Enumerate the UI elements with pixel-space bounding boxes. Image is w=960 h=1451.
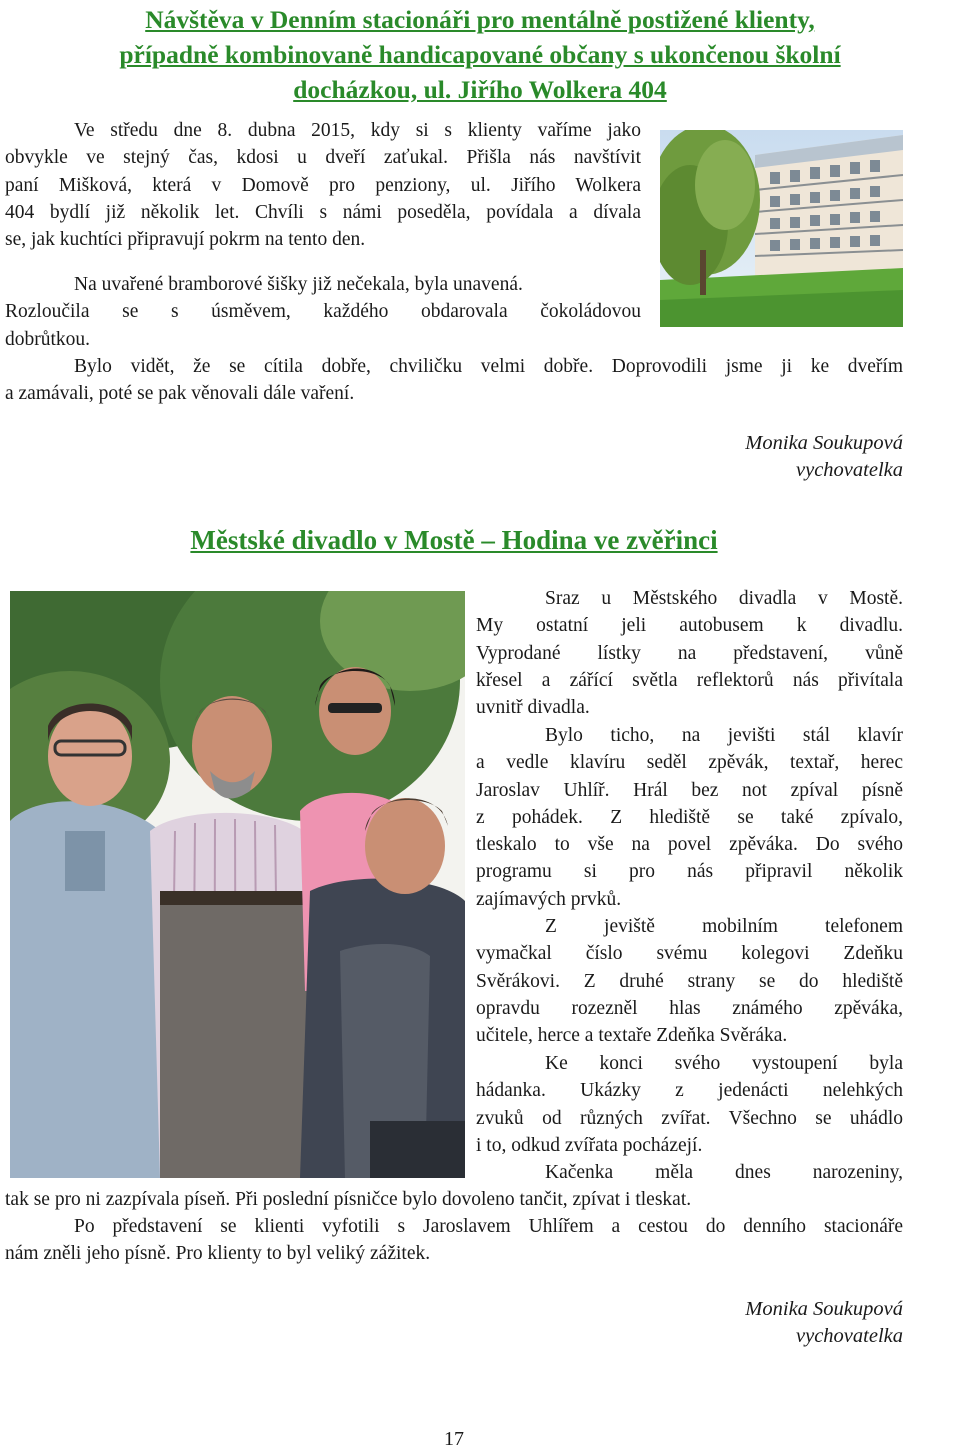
article2-paragraph-3	[476, 913, 903, 1049]
text-line: Z jeviště mobilním telefonem	[545, 916, 903, 937]
text-line: se, jak kuchtíci připravují pokrm na tento den.	[5, 229, 366, 251]
article1-paragraph-2	[5, 271, 641, 353]
article1-title-line: docházkou, ul. Jiřího Wolkera 404	[293, 75, 667, 104]
article2-paragraph-2	[476, 722, 903, 913]
text-line: opravdu rozezněl hlas známého zpěváka,	[476, 997, 903, 1019]
text-line: paní Mišková, která v Domově pro penziony, ul. Jiřího Wolkera	[5, 174, 641, 196]
text-line: Ve středu dne 8. dubna 2015, kdy si s klienty vaříme jako	[74, 120, 641, 141]
text-line: vymačkal číslo svému kolegovi Zdeňku	[476, 943, 903, 965]
article2-paragraph-5-line-2: tak se pro ni zazpívala píseň. Při poslední písničce bylo dovoleno tančit, zpívat i tleskat.	[5, 1189, 692, 1210]
text-line: Sraz u Městského divadla v Mostě.	[545, 588, 903, 609]
text-line: nám zněli jeho písně. Pro klienty to byl veliký zážitek.	[5, 1243, 431, 1265]
text-line: zvuků od různých zvířat. Všechno se uhádlo	[476, 1107, 903, 1129]
article1-title-line: Návštěva v Denním stacionáři pro mentálně postižené klienty,	[145, 5, 815, 34]
text-line: z pohádek. Z hlediště se také zpívalo,	[476, 806, 903, 828]
text-line: Na uvařené bramborové šišky již nečekala, byla unavená.	[74, 274, 523, 295]
article1-paragraph-1	[5, 117, 641, 253]
text-line: tleskalo to vše na povel zpěváka. Do svého	[476, 834, 903, 856]
text-line: Svěrákovi. Z druhé strany se do hlediště	[476, 970, 903, 992]
article2-signature	[745, 1296, 903, 1350]
signature-name: Monika Soukupová	[745, 1298, 903, 1320]
text-line: a vedle klavíru seděl zpěvák, textař, herec	[476, 752, 903, 774]
text-line: učitele, herce a textaře Zdeňka Svěráka.	[476, 1025, 788, 1047]
text-line: Rozloučila se s úsměvem, každého obdarovala čokoládovou	[5, 301, 641, 323]
article1-paragraph-3	[5, 353, 903, 408]
article1-title	[0, 2, 960, 107]
text-line: hádanka. Ukázky z jedenácti nelehkých	[476, 1080, 903, 1102]
signature-role: vychovatelka	[796, 459, 903, 481]
signature-name: Monika Soukupová	[745, 432, 903, 454]
text-line: 404 bydlí již několik let. Chvíli s námi poseděla, povídala a dívala	[5, 201, 641, 223]
text-line: Vyprodané lístky na představení, vůně	[476, 642, 903, 664]
text-line: obvykle ve stejný čas, kdosi u dveří zaťukal. Přišla nás navštívit	[5, 147, 641, 169]
article2-title: Městské divadlo v Mostě – Hodina ve zvěřinci	[190, 525, 718, 555]
text-line: dobrůtkou.	[5, 328, 91, 350]
text-line: křesel a zářící světla reflektorů nás přivítala	[476, 669, 903, 691]
article1-title-line: případně kombinovaně handicapované občany s ukončenou školní	[119, 40, 841, 69]
page-number: 17	[444, 1428, 464, 1450]
text-line: Bylo ticho, na jevišti stál klavír	[545, 725, 903, 746]
text-line: zajímavých prvků.	[476, 888, 622, 910]
text-line: a zamávali, poté se pak věnovali dále vaření.	[5, 383, 355, 405]
article2-paragraph-1	[476, 585, 903, 721]
article2-paragraph-6	[5, 1213, 903, 1268]
text-line: uvnitř divadla.	[476, 697, 590, 719]
text-line: My ostatní jeli autobusem k divadlu.	[476, 615, 903, 637]
text-line: i to, odkud zvířata pocházejí.	[476, 1134, 703, 1156]
article2-paragraph-5-line-1: Kačenka měla dnes narozeniny,	[545, 1162, 903, 1183]
text-line: Jaroslav Uhlíř. Hrál bez not zpíval písně	[476, 779, 903, 801]
text-line: Po představení se klienti vyfotili s Jaroslavem Uhlířem a cestou do denního stacionáře	[74, 1216, 903, 1237]
signature-role: vychovatelka	[796, 1325, 903, 1347]
article2-paragraph-4	[476, 1050, 903, 1159]
group-photo	[10, 591, 465, 1178]
building-photo	[660, 130, 903, 327]
article1-signature	[745, 430, 903, 484]
text-line: Ke konci svého vystoupení byla	[545, 1053, 903, 1074]
text-line: programu si pro nás připravil několik	[476, 861, 903, 883]
text-line: Bylo vidět, že se cítila dobře, chviličku velmi dobře. Doprovodili jsme ji ke dveřím	[74, 356, 903, 377]
